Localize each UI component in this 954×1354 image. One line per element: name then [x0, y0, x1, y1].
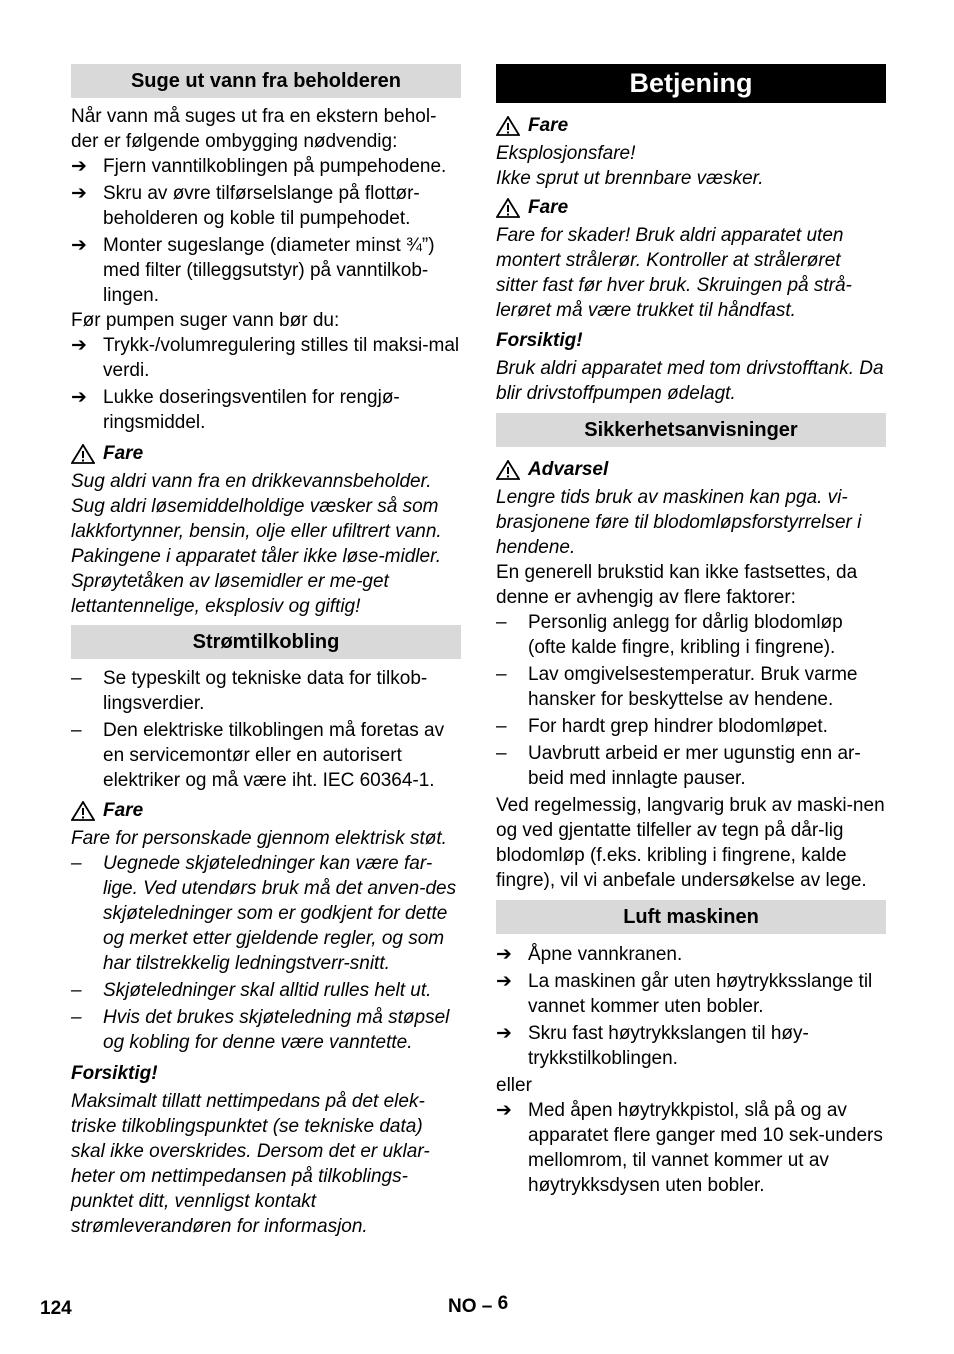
dash-item: – Se typeskilt og tekniske data for tilkob-lingsverdier.: [71, 668, 428, 714]
section-heading-suction: Suge ut vann fra beholderen: [71, 64, 461, 98]
arrow-right-icon: ➔: [71, 235, 87, 256]
dash-icon: –: [71, 1007, 82, 1028]
warning-text: Eksplosjonsfare! Ikke sprut ut brennbare væsker.: [496, 143, 764, 189]
step-item: ➔ Skru av øvre tilførselslange på flottør-beholderen og koble til pumpehodet.: [71, 183, 420, 229]
warning-triangle-icon: [496, 198, 520, 218]
paragraph-medical-advice: Ved regelmessig, langvarig bruk av maski-nen og ved gjentatte tilfeller av tegn på dår-lig blodomløp (f.eks. kribling i fingrene, kalde fingre), vil vi anbefale undersøkelse av lege.: [496, 795, 885, 891]
warning-text: Sug aldri vann fra en drikkevannsbeholder. Sug aldri løsemiddelholdige væsker så som lakkfortynner, bensin, olje eller ufiltrert vann. Pakingene i apparatet tåler ikke løse-midler. Sprøytetåken av løsemidler er me-get lettantennelige, eksplosiv og giftig!: [71, 471, 442, 617]
warning-triangle-icon: [496, 116, 520, 136]
dash-icon: –: [71, 980, 82, 1001]
caution-heading: Forsiktig!: [71, 1063, 158, 1084]
dash-icon: –: [496, 716, 507, 737]
dash-item: – Hvis det brukes skjøteledning må støpsel og kobling for denne være vanntette.: [71, 1007, 450, 1053]
caution-heading: Forsiktig!: [496, 330, 583, 351]
or-text: eller: [496, 1075, 532, 1096]
left-column: [71, 64, 461, 1239]
arrow-right-icon: ➔: [71, 156, 87, 177]
arrow-right-icon: ➔: [496, 1023, 512, 1044]
paragraph-before-pump: Før pumpen suger vann bør du:: [71, 310, 340, 331]
warning-text: Fare for personskade gjennom elektrisk støt.: [71, 828, 447, 849]
warning-triangle-icon: [496, 460, 520, 480]
dash-item: – Personlig anlegg for dårlig blodomløp (ofte kalde fingre, kribling i fingrene).: [496, 612, 843, 658]
warning-triangle-icon: [71, 444, 95, 464]
arrow-right-icon: ➔: [71, 387, 87, 408]
dash-icon: –: [71, 853, 82, 874]
right-column: [496, 64, 886, 1198]
step-item: ➔ Skru fast høytrykkslangen til høy-trykkstilkoblingen.: [496, 1023, 809, 1069]
paragraph-usage-time: En generell brukstid kan ikke fastsettes, da denne er avhengig av flere faktorer:: [496, 562, 858, 608]
dash-icon: –: [496, 664, 507, 685]
arrow-right-icon: ➔: [71, 183, 87, 204]
dash-icon: –: [71, 720, 82, 741]
dash-item: – Lav omgivelsestemperatur. Bruk varme hansker for beskyttelse av hendene.: [496, 664, 858, 710]
dash-icon: –: [496, 743, 507, 764]
caution-text: Maksimalt tillatt nettimpedans på det elek-triske tilkoblingspunktet (se tekniske data) skal ikke overskrides. Dersom det er uklar-heter om nettimpedansen på tilkoblings-punktet ditt, vennligst kontakt strømleverandøren for informasjon.: [71, 1091, 430, 1237]
step-item: ➔ Med åpen høytrykkpistol, slå på og av apparatet flere ganger med 10 sek-unders mellomrom, til vannet kommer ut av høytrykksdysen uten bobler.: [496, 1100, 883, 1196]
arrow-right-icon: ➔: [71, 335, 87, 356]
warning-heading: Fare: [496, 195, 886, 220]
section-heading-safety: Sikkerhetsanvisninger: [496, 413, 886, 447]
warning-text: Fare for skader! Bruk aldri apparatet uten montert strålerør. Kontroller at strålerøret sitter fast før hver bruk. Skruingen på strå-lerøret må være trukket til håndfast.: [496, 225, 852, 321]
arrow-right-icon: ➔: [496, 1100, 512, 1121]
step-item: ➔ Trykk-/volumregulering stilles til maksi-mal verdi.: [71, 335, 460, 381]
dash-item: – Skjøteledninger skal alltid rulles helt ut.: [71, 980, 432, 1001]
dash-item: – For hardt grep hindrer blodomløpet.: [496, 716, 828, 737]
page-title: Betjening: [496, 64, 886, 103]
step-item: ➔ Monter sugeslange (diameter minst ¾”) med filter (tilleggsutstyr) på vanntilkob-lingen.: [71, 235, 435, 306]
step-item: ➔ Fjern vanntilkoblingen på pumpehodene.: [71, 156, 447, 177]
arrow-right-icon: ➔: [496, 944, 512, 965]
page-number: 124: [40, 1298, 72, 1319]
dash-item: – Den elektriske tilkoblingen må foretas av en servicemontør eller en autorisert elektriker og må være iht. IEC 60364-1.: [71, 720, 445, 791]
warning-triangle-icon: [71, 801, 95, 821]
dash-icon: –: [71, 668, 82, 689]
page-label: NO – 6: [448, 1293, 509, 1317]
warning-heading: Fare: [71, 441, 461, 466]
warning-heading: Fare: [496, 113, 886, 138]
warning-heading: Fare: [71, 798, 461, 823]
dash-item: – Uegnede skjøteledninger kan være far-lige. Ved utendørs bruk må det anven-des skjøteledninger som er godkjent for dette og merket etter gjeldende regler, og som har tilstrekkelig ledningstverr-snitt.: [71, 853, 457, 974]
step-item: ➔ La maskinen går uten høytrykksslange til vannet kommer uten bobler.: [496, 971, 873, 1017]
section-heading-bleed: Luft maskinen: [496, 900, 886, 934]
dash-item: – Uavbrutt arbeid er mer ugunstig enn ar-beid med innlagte pauser.: [496, 743, 861, 789]
step-item: ➔ Lukke doseringsventilen for rengjø-ringsmiddel.: [71, 387, 400, 433]
arrow-right-icon: ➔: [496, 971, 512, 992]
warning-heading: Advarsel: [496, 457, 886, 482]
warning-text: Lengre tids bruk av maskinen kan pga. vi-brasjonene føre til blodomløpsforstyrrelser i hendene.: [496, 487, 862, 558]
step-item: ➔ Åpne vannkranen.: [496, 944, 683, 965]
section-heading-power: Strømtilkobling: [71, 625, 461, 659]
paragraph-intro: Når vann må suges ut fra en ekstern behol-der er følgende ombygging nødvendig:: [71, 106, 437, 152]
dash-icon: –: [496, 612, 507, 633]
caution-text: Bruk aldri apparatet med tom drivstofftank. Da blir drivstoffpumpen ødelagt.: [496, 358, 884, 404]
